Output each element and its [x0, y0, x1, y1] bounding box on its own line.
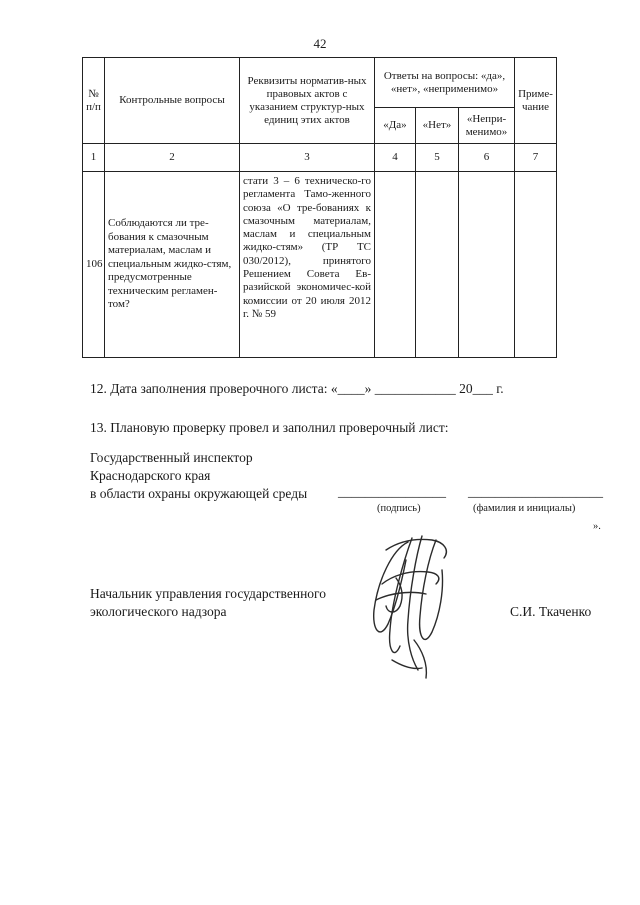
signature-blank: ________________: [338, 484, 446, 499]
inspection-line: 13. Плановую проверку провел и заполнил проверочный лист:: [90, 420, 449, 435]
answer-yes-cell[interactable]: [375, 172, 416, 358]
header-answers: Ответы на вопросы: «да», «нет», «неприменимо»: [375, 58, 515, 108]
header-yes: «Да»: [375, 108, 416, 144]
head-title-1: Начальник управления государственного: [90, 586, 326, 601]
answer-no-cell[interactable]: [416, 172, 459, 358]
col-number: 5: [416, 144, 459, 172]
header-note: Приме-чание: [515, 58, 557, 144]
header-questions: Контрольные вопросы: [105, 58, 240, 144]
col-number: 7: [515, 144, 557, 172]
header-requisites: Реквизиты норматив-ных правовых актов с указанием структур-ных единиц этих актов: [240, 58, 375, 144]
col-number: 1: [83, 144, 105, 172]
note-cell[interactable]: [515, 172, 557, 358]
signature-caption: (подпись): [377, 503, 421, 514]
header-num: № п/п: [83, 58, 105, 144]
page-number: 42: [313, 36, 327, 51]
head-title-2: экологического надзора: [90, 604, 227, 619]
header-no: «Нет»: [416, 108, 459, 144]
control-question: Соблюдаются ли тре-бования к смазочным материалам, маслам и специальным жидко-стям, предусмотренные техническим регламен-том?: [105, 172, 240, 358]
checklist-table: [82, 57, 557, 358]
inspector-title-2: Краснодарского края: [90, 468, 211, 483]
col-number: 4: [375, 144, 416, 172]
name-caption: (фамилия и инициалы): [473, 503, 576, 514]
header-na: «Непри-менимо»: [459, 108, 515, 144]
legal-requisites: стати 3 – 6 техническо-го регламента Тамо-женного союза «О тре-бованиях к смазочным материалам, маслам и специальным жидко-стям» (ТР ТС 030/2012), принятого Решением Совета Ев-разийской экономичес-кой комиссии от 20 июля 2012 г. № 59: [240, 172, 375, 358]
closing-mark: ».: [593, 521, 601, 532]
inspector-title-3: в области охраны окружающей среды: [90, 486, 308, 501]
col-number: 6: [459, 144, 515, 172]
name-blank: ____________________: [468, 484, 603, 499]
col-number: 2: [105, 144, 240, 172]
col-number: 3: [240, 144, 375, 172]
handwritten-signature: [352, 520, 462, 690]
answer-na-cell[interactable]: [459, 172, 515, 358]
row-number: 106: [83, 172, 105, 358]
column-number-row: [83, 144, 557, 172]
table-row: [83, 172, 557, 358]
head-name: С.И. Ткаченко: [510, 604, 592, 619]
fill-date-line: 12. Дата заполнения проверочного листа: «____» ____________ 20___ г.: [90, 381, 504, 396]
inspector-title-1: Государственный инспектор: [90, 450, 253, 465]
